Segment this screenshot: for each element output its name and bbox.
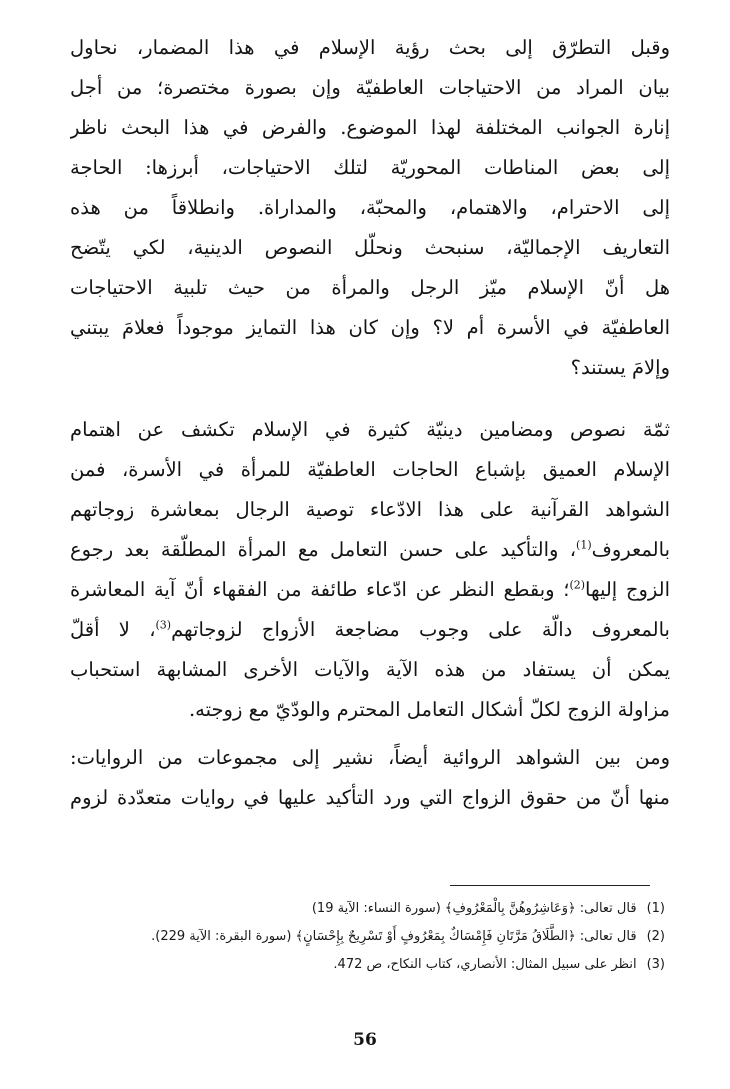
footnote-separator bbox=[450, 885, 650, 886]
text-line: ومن بين الشواهد الروائية أيضاً، نشير إلى مجموعات من الروايات: bbox=[70, 746, 670, 769]
footnote-ref-1[interactable]: (1) bbox=[576, 538, 592, 552]
text-line: الشواهد القرآنية على هذا الادّعاء توصية الرجال بمعاشرة زوجاتهم bbox=[70, 498, 670, 521]
text-segment: ، والتأكيد على حسن التعامل مع المرأة المطلّقة بعد رجوع bbox=[70, 538, 577, 561]
footnotes bbox=[70, 895, 665, 979]
text-line: بيان المراد من الاحتياجات العاطفيّة وإن بصورة مختصرة؛ من أجل bbox=[70, 76, 670, 99]
text-segment: ؛ وبقطع النظر عن ادّعاء طائفة من الفقهاء أنّ آية المعاشرة bbox=[70, 578, 570, 601]
paragraph-3 bbox=[70, 738, 670, 818]
text-line bbox=[70, 570, 670, 610]
text-line: التعاريف الإجماليّة، سنبحث ونحلّل النصوص الدينية، لكي يتّضح bbox=[70, 236, 670, 259]
text-line: ثمّة نصوص ومضامين دينيّة كثيرة في الإسلام تكشف عن اهتمام bbox=[70, 418, 670, 441]
footnote-ref-2[interactable]: (2) bbox=[569, 578, 586, 592]
footnote-number: (1) bbox=[646, 901, 665, 916]
text-line: منها أنّ من حقوق الزواج التي ورد التأكيد عليها في روايات متعدّدة لزوم bbox=[70, 786, 670, 809]
footnote-1 bbox=[70, 895, 665, 923]
text-line: إلى الاحترام، والاهتمام، والمحبّة، والمداراة. وانطلاقاً من هذه bbox=[70, 196, 670, 219]
footnote-number: (2) bbox=[646, 929, 665, 944]
footnote-text: انظر على سبيل المثال: الأنصاري، كتاب النكاح، ص 472. bbox=[333, 957, 637, 972]
footnote-3 bbox=[70, 951, 665, 979]
text-line: يمكن أن يستفاد من هذه الآية والآيات الأخرى المشابهة استحباب bbox=[70, 658, 670, 681]
text-segment: الزوج إليها bbox=[585, 578, 670, 601]
paragraph-1 bbox=[70, 28, 670, 388]
text-segment: بالمعروف دالّة على وجوب مضاجعة الأزواج لزوجاتهم bbox=[171, 618, 670, 641]
text-line: إلى بعض المناطات المحوريّة لتلك الاحتياجات، أبرزها: الحاجة bbox=[70, 156, 670, 179]
text-line: وقبل التطرّق إلى بحث رؤية الإسلام في هذا المضمار، نحاول bbox=[70, 36, 670, 59]
text-line: الإسلام العميق بإشباع الحاجات العاطفيّة للمرأة في الأسرة، فمن bbox=[70, 458, 670, 481]
page-number: 56 bbox=[353, 1030, 377, 1050]
footnote-2 bbox=[70, 923, 665, 951]
text-line: إنارة الجوانب المختلفة لهذا الموضوع. والفرض في هذا البحث ناظر bbox=[70, 116, 670, 139]
footnote-text: قال تعالى: ﴿الطَّلَاقُ مَرَّتَانِ فَإِمْسَاكٌ بِمَعْرُوفٍ أَوْ تَسْرِيحٌ بِإِحْسَانٍ﴾ (سورة البقرة: الآية 229). bbox=[151, 929, 637, 944]
text-segment: بالمعروف bbox=[591, 538, 670, 561]
text-line: العاطفيّة في الأسرة أم لا؟ وإن كان هذا التمايز موجوداً فعلامَ يبتني bbox=[70, 316, 670, 339]
text-line bbox=[70, 530, 670, 570]
text-line bbox=[70, 610, 670, 650]
text-line: وإلامَ يستند؟ bbox=[570, 356, 670, 379]
text-line: هل أنّ الإسلام ميّز الرجل والمرأة من حيث تلبية الاحتياجات bbox=[70, 276, 670, 299]
paragraph-2 bbox=[70, 410, 670, 730]
page-body bbox=[70, 28, 670, 818]
footnote-text: قال تعالى: ﴿وَعَاشِرُوهُنَّ بِالْمَعْرُوفِ﴾ (سورة النساء: الآية 19) bbox=[311, 901, 637, 916]
footnote-ref-3[interactable]: (3) bbox=[155, 618, 172, 632]
footnote-number: (3) bbox=[646, 957, 665, 972]
text-line: مزاولة الزوج لكلّ أشكال التعامل المحترم والودّيّ مع زوجته. bbox=[188, 698, 670, 721]
text-segment: ، لا أقلّ bbox=[70, 618, 156, 641]
